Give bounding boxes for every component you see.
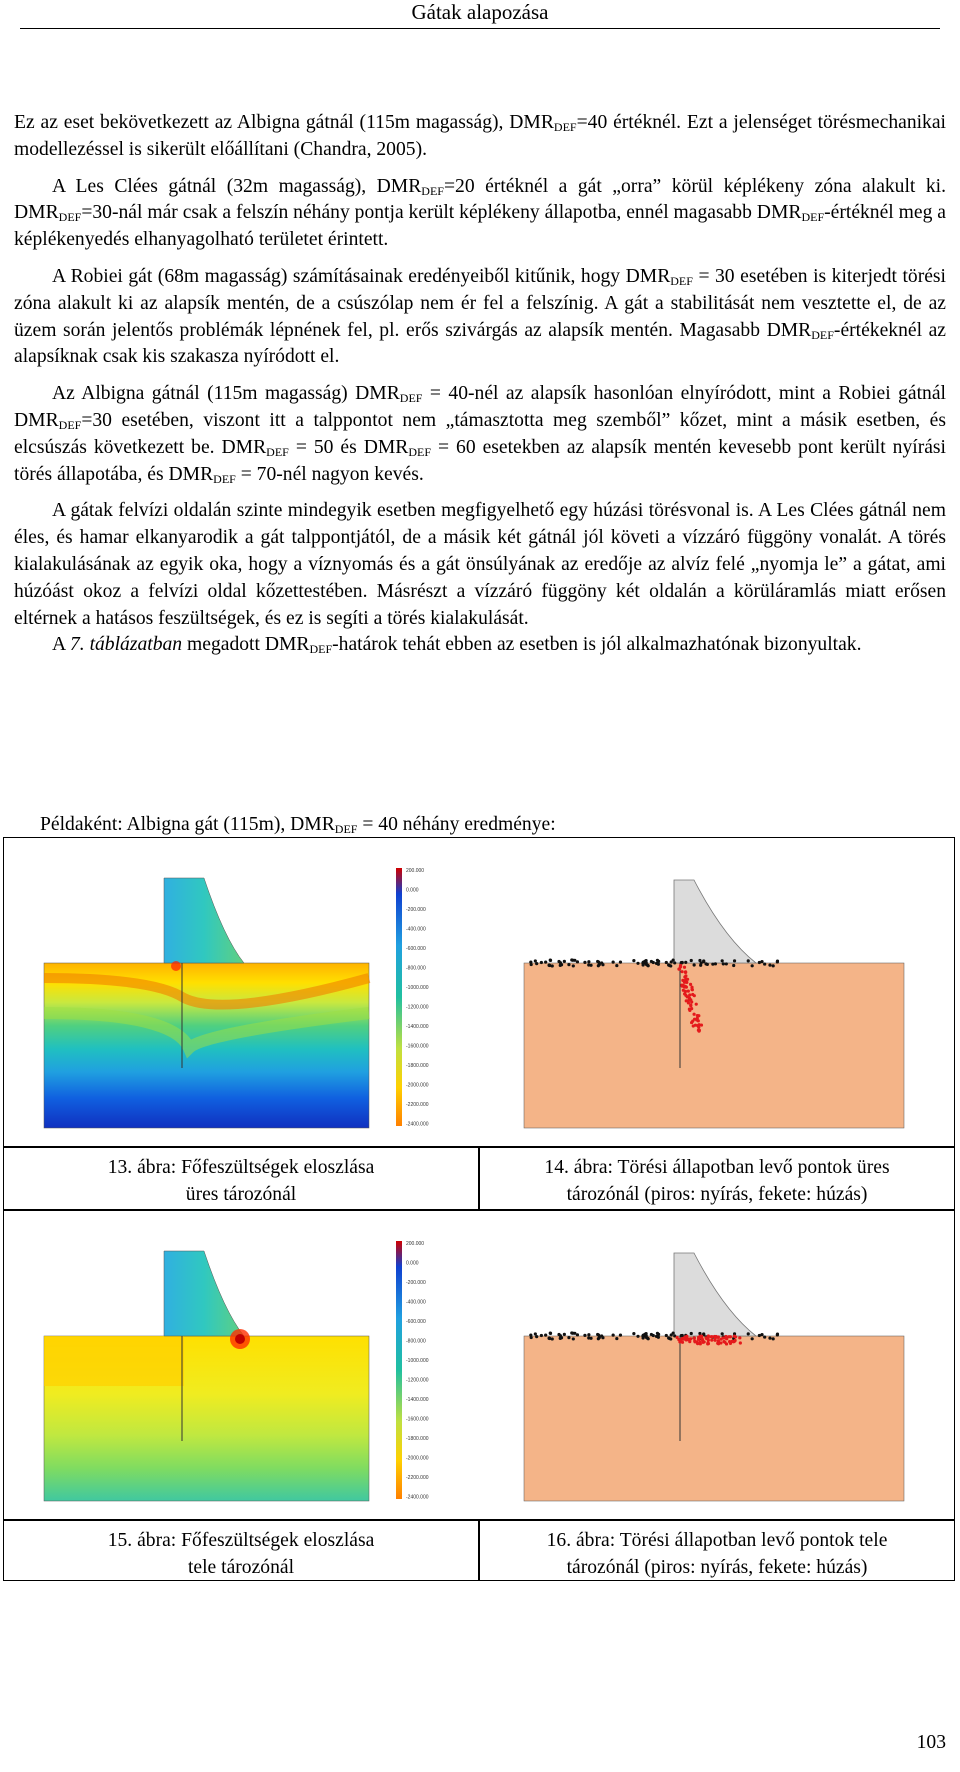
tension-point: [706, 963, 709, 966]
tension-point: [549, 1332, 552, 1335]
tension-point: [751, 1337, 754, 1340]
tension-point: [597, 964, 600, 967]
legend-label: -1200.000: [406, 1377, 429, 1384]
tension-point: [535, 962, 538, 965]
tension-point: [572, 964, 575, 967]
tension-point: [572, 1337, 575, 1340]
stress-legend: [396, 868, 429, 1128]
shear-point: [697, 1014, 700, 1017]
shear-point: [698, 1029, 701, 1032]
shear-point: [717, 1335, 720, 1338]
legend-label: -1000.000: [406, 985, 429, 991]
tension-point: [768, 964, 771, 967]
tension-point: [672, 959, 675, 962]
tension-point: [587, 1333, 590, 1336]
paragraph-2: A Les Clées gátnál (32m magasság), $DMR_{DEF}=20$ értéknél a gát „orra” körül képlékeny zóna alakult ki. $DMR_{DEF}=30$-nál már csak a felszín néhány pontja került képlékeny állapotba, ennél magasabb $DMR_{DEF}$-értéknél meg a képlékenyedés elhanyagolható területet érintett.: [14, 175, 946, 251]
shear-point: [684, 985, 687, 988]
page-number: 103: [916, 1732, 946, 1753]
tension-point: [544, 961, 547, 964]
tension-point: [758, 961, 761, 964]
tension-point: [693, 963, 696, 966]
tension-point: [636, 962, 639, 965]
tension-point: [567, 963, 570, 966]
fig15-caption: 15. ábra: Főfeszültségek eloszlása tele tározónál: [3, 1520, 479, 1581]
shear-point: [729, 1335, 732, 1338]
tension-point: [597, 961, 600, 964]
shear-point: [697, 1336, 700, 1339]
tension-point: [772, 1337, 775, 1340]
shear-point: [676, 1336, 679, 1339]
tension-point: [600, 1334, 603, 1337]
tension-point: [544, 1334, 547, 1337]
legend-label: -2200.000: [406, 1475, 429, 1481]
tension-point: [563, 1333, 566, 1336]
legend-label: -1400.000: [406, 1397, 429, 1403]
tension-point: [576, 1333, 579, 1336]
shear-point: [700, 1023, 703, 1026]
tension-point: [722, 962, 725, 965]
header-title: Gátak alapozása: [411, 0, 549, 24]
shear-point: [684, 971, 687, 974]
tension-point: [530, 1336, 533, 1339]
shear-point: [698, 1340, 701, 1343]
shear-point: [697, 1026, 700, 1029]
shear-point: [706, 1341, 709, 1344]
shear-point: [693, 1336, 696, 1339]
shear-point: [690, 1021, 693, 1024]
legend-label: 200.000: [406, 1241, 425, 1247]
shear-point: [686, 995, 689, 998]
shear-point: [695, 1018, 698, 1021]
tension-point: [751, 964, 754, 967]
paragraph-1: Ez az eset bekövetkezett az Albigna gátnál (115m magasság), $DMR_{DEF}=40$ értéknél. Ezt a jelenséget törésmechanikai modellezéssel is sikerült előállítani (Chandra, 2005).: [14, 112, 946, 160]
shear-point: [681, 970, 684, 973]
fig13-stress-map: [44, 878, 369, 1128]
tension-point: [690, 1332, 693, 1335]
tension-point: [665, 961, 668, 964]
fig15-stress-map: [44, 1251, 369, 1501]
shear-point: [739, 1341, 742, 1344]
figure-row-2-graphics: [4, 1211, 954, 1519]
paragraph-6: A 7. táblázatban megadott $DMR_{DEF}$-határok tehát ebben az esetben is jól alkalmazhatónak bizonyultak.: [52, 634, 862, 657]
tension-point: [725, 962, 728, 965]
tension-point: [530, 963, 533, 966]
tension-point: [636, 1335, 639, 1338]
figure-row-2: [3, 1210, 955, 1520]
shear-point: [693, 1340, 696, 1343]
shear-point: [702, 1341, 705, 1344]
legend-label: 200.000: [406, 868, 425, 874]
legend-label: -200.000: [406, 907, 426, 913]
shear-point: [682, 989, 685, 992]
legend-label: -1800.000: [406, 1063, 429, 1069]
shear-point: [685, 1335, 688, 1338]
tension-point: [647, 1337, 650, 1340]
tension-point: [732, 964, 735, 967]
tension-point: [747, 959, 750, 962]
legend-label: -2000.000: [406, 1455, 429, 1462]
shear-point: [738, 1336, 741, 1339]
tension-point: [763, 1335, 766, 1338]
tension-point: [551, 1337, 554, 1340]
tension-point: [657, 963, 660, 966]
shear-point: [690, 986, 693, 989]
legend-label: -1600.000: [406, 1416, 429, 1423]
shear-point: [681, 1341, 684, 1344]
tension-point: [657, 1336, 660, 1339]
shear-point: [695, 1003, 698, 1006]
tension-point: [587, 1336, 590, 1339]
shear-point: [733, 1335, 736, 1338]
legend-label: -1600.000: [406, 1043, 429, 1050]
tension-point: [612, 961, 615, 964]
tension-point: [758, 1334, 761, 1337]
tension-point: [570, 958, 573, 961]
tension-point: [619, 961, 622, 964]
tension-point: [776, 1333, 779, 1336]
shear-point: [717, 1341, 720, 1344]
shear-point: [691, 993, 694, 996]
tension-point: [612, 1334, 615, 1337]
legend-label: -400.000: [406, 926, 426, 933]
fig14-failure-map: [524, 880, 904, 1128]
shear-point: [687, 990, 690, 993]
shear-point: [689, 983, 692, 986]
legend-label: -1200.000: [406, 1004, 429, 1011]
tension-point: [540, 961, 543, 964]
figure-row-1: [3, 837, 955, 1147]
tension-point: [642, 961, 645, 964]
tension-point: [733, 959, 736, 962]
tension-point: [772, 964, 775, 967]
tension-point: [652, 961, 655, 964]
tension-point: [763, 962, 766, 965]
shear-point: [679, 965, 682, 968]
tension-point: [600, 961, 603, 964]
figure-intro: Példaként: Albigna gát (115m), $DMR_{DEF} = 40$ néhány eredménye:: [40, 814, 556, 836]
fig16-failure-map: [524, 1253, 904, 1501]
paragraph-4: Az Albigna gátnál (115m magasság) $DMR_{DEF}$ = 40-nél az alapsík hasonlóan elnyíródott, mint a Robiei gátnál $DMR_{DEF}=30$ esetében, viszont itt a talppontot nem „támasztotta meg szemből” kőzet, mint a másik esetben, és elcsúszás következett be. $DMR_{DEF} = 50$ és $DMR_{DEF} = 60$ esetekben az alapsík mentén kevesebb pont került nyírási törés állapotába, és $DMR_{DEF}$ = 70-nél nagyon kevés.: [14, 383, 947, 486]
tension-point: [700, 961, 703, 964]
tension-point: [652, 1334, 655, 1337]
legend-label: 0.000: [406, 887, 419, 894]
tension-point: [540, 1334, 543, 1337]
tension-point: [647, 964, 650, 967]
shear-point: [725, 1342, 728, 1345]
tension-point: [549, 959, 552, 962]
legend-label: -2400.000: [406, 1121, 429, 1128]
fig16-caption: 16. ábra: Törési állapotban levő pontok tele tározónál (piros: nyírás, fekete: húzás): [479, 1520, 955, 1581]
tension-point: [547, 1337, 550, 1340]
tension-point: [721, 959, 724, 962]
fig13-caption: 13. ábra: Főfeszültségek eloszlása üres tározónál: [3, 1147, 479, 1210]
legend-label: 0.000: [406, 1260, 419, 1267]
shear-point: [722, 1336, 725, 1339]
running-header: [20, 0, 940, 29]
paragraph-3: A Robiei gát (68m magasság) számításainak eredényeiből kitűnik, hogy $DMR_{DEF} = 30$ esetében is kiterjedt törési zóna alakult ki az alapsík mentén, de a csúszólap nem ér fel a felszínig. A gát a stabilitását nem vesztette el, de az üzem során jelentős problémák lépnének fel, pl. erős szivárgás az alapsík mentén. Magasabb $DMR_{DEF}$-értékeknél az alapsíknak csak kis szakasza nyíródott el.: [14, 265, 946, 368]
shear-point: [684, 978, 687, 981]
legend-label: -1400.000: [406, 1024, 429, 1030]
shear-point: [689, 998, 692, 1001]
legend-label: -800.000: [406, 1338, 426, 1345]
shear-point: [684, 974, 687, 977]
legend-label: -2000.000: [406, 1082, 429, 1089]
tension-point: [680, 1334, 683, 1337]
tension-point: [669, 964, 672, 967]
shear-point: [693, 1013, 696, 1016]
tension-point: [656, 959, 659, 962]
shear-point: [722, 1340, 725, 1343]
tension-point: [587, 963, 590, 966]
tension-point: [768, 1337, 771, 1340]
shear-point: [694, 1024, 697, 1027]
tension-point: [747, 1332, 750, 1335]
shear-point: [689, 1004, 692, 1007]
tension-point: [642, 1334, 645, 1337]
shear-point: [681, 979, 684, 982]
shear-point: [710, 1335, 713, 1338]
tension-point: [619, 1334, 622, 1337]
legend-label: -1800.000: [406, 1436, 429, 1442]
tension-point: [615, 964, 618, 967]
shear-point: [682, 1337, 685, 1340]
tension-point: [656, 1332, 659, 1335]
legend-label: -2400.000: [406, 1494, 429, 1501]
figure-table: [3, 837, 955, 1581]
shear-point: [725, 1337, 728, 1340]
shear-point: [689, 1337, 692, 1340]
tension-point: [672, 1332, 675, 1335]
legend-label: -400.000: [406, 1299, 426, 1306]
tension-point: [547, 964, 550, 967]
shear-point: [688, 1009, 691, 1012]
shear-point: [730, 1340, 733, 1343]
tension-point: [632, 1332, 635, 1335]
tension-point: [673, 961, 676, 964]
tension-point: [776, 960, 779, 963]
tension-point: [641, 963, 644, 966]
tension-point: [576, 960, 579, 963]
tension-point: [669, 1337, 672, 1340]
tension-point: [597, 1334, 600, 1337]
tension-point: [632, 959, 635, 962]
fig14-caption: 14. ábra: Törési állapotban levő pontok üres tározónál (piros: nyírás, fekete: húzás): [479, 1147, 955, 1210]
tension-point: [535, 1335, 538, 1338]
body-text: [14, 110, 946, 659]
tension-point: [684, 961, 687, 964]
tension-point: [721, 1332, 724, 1335]
legend-label: -600.000: [406, 946, 426, 952]
shear-point: [710, 1339, 713, 1342]
shear-point: [687, 1001, 690, 1004]
tension-point: [665, 1334, 668, 1337]
shear-point: [701, 1337, 704, 1340]
tension-point: [583, 961, 586, 964]
tension-point: [567, 1336, 570, 1339]
legend-label: -800.000: [406, 965, 426, 972]
stress-legend-2: [396, 1241, 429, 1501]
figure-row-1-graphics: [4, 838, 954, 1146]
tension-point: [597, 1337, 600, 1340]
tension-point: [583, 1334, 586, 1337]
paragraph-5: A gátak felvízi oldalán szinte mindegyik esetben megfigyelhető egy húzási törésvonal is. A Les Clées gátnál nem éles, és hamar elkanyarodik a gát talppontjától, de a másik két gátnál jól követi a vízzáró függöny vonalát. A törés kialakulásának az egyik oka, hogy a víznyomás és a gát önsúlyának az eredője az alvíz felé „nyomja le” a gátat, ami húzóást okoz a felvízi oldal kőzettestében. Másrészt a vízzáró függöny két oldalán a körüláramlás miatt erősen eltérnek a hatásos feszültségek, és ez is segíti a törés kialakulását.: [14, 500, 946, 629]
tension-point: [563, 960, 566, 963]
shear-point: [706, 1336, 709, 1339]
tension-point: [714, 962, 717, 965]
tension-point: [551, 964, 554, 967]
legend-label: -600.000: [406, 1319, 426, 1325]
tension-point: [615, 1337, 618, 1340]
legend-label: -2200.000: [406, 1102, 429, 1108]
tension-point: [559, 964, 562, 967]
tension-point: [570, 1331, 573, 1334]
tension-point: [641, 1336, 644, 1339]
tension-point: [559, 1337, 562, 1340]
tension-point: [587, 960, 590, 963]
tension-point: [690, 959, 693, 962]
shear-point: [683, 966, 686, 969]
legend-label: -1000.000: [406, 1358, 429, 1364]
legend-label: -200.000: [406, 1280, 426, 1286]
